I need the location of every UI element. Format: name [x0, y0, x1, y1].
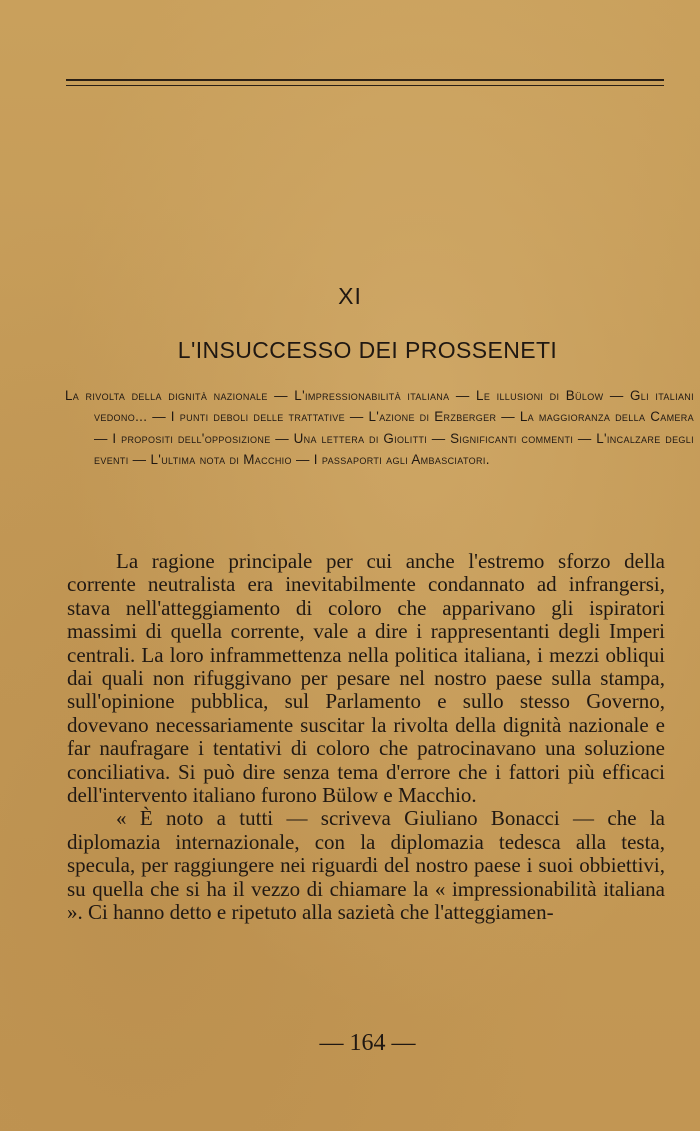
header-rule-bottom — [66, 85, 664, 86]
chapter-number: XI — [338, 283, 362, 309]
page-number: — 164 — — [319, 1030, 416, 1056]
body-paragraph: « È noto a tutti — scriveva Giuliano Bonacci — che la diplomazia internazionale, con la diplomazia tedesca alla testa, specula, per raggiungere nei riguardi del nostro paese i suoi obbiettivi, su quella che si ha il vezzo di chiamare la « impressionabilità italiana ». Ci hanno detto e ripetuto alla sazietà che l'atteggiamen- — [67, 806, 665, 925]
chapter-summary: La rivolta della dignità nazionale — L'impressionabilità italiana — Le illusioni di Bülow — Gli italiani vedono... — I punti deboli delle trattative — L'azione di Erzberger — La maggioranza della Camera — I propositi dell'opposizione — Una lettera di Giolitti — Significanti commenti — L'incalzare degli eventi — L'ultima nota di Macchio — I passaporti agli Ambasciatori. — [65, 388, 694, 468]
body-paragraph: La ragione principale per cui anche l'estremo sforzo della corrente neutralista era inevitabilmente condannato ad infrangersi, stava nell'atteggiamento di coloro che apparivano gli ispiratori massimi di quella corrente, vale a dire i rappresentanti degli Imperi centrali. La loro inframmettenza nella politica italiana, i mezzi obliqui dai quali non rifuggivano per pesare nel nostro paese sulla stampa, sull'opinione pubblica, sul Parlamento e sullo stesso Governo, dovevano necessariamente suscitar la rivolta della dignità nazionale e far naufragare i tentativi di coloro che patrocinavano una soluzione conciliativa. Si può dire senza tema d'errore che i fattori più efficaci dell'intervento italiano furono Bülow e Macchio. — [67, 549, 665, 808]
body-text — [67, 550, 665, 925]
header-rule-top — [66, 79, 664, 81]
chapter-title: L'INSUCCESSO DEI PROSSENETI — [177, 337, 558, 363]
